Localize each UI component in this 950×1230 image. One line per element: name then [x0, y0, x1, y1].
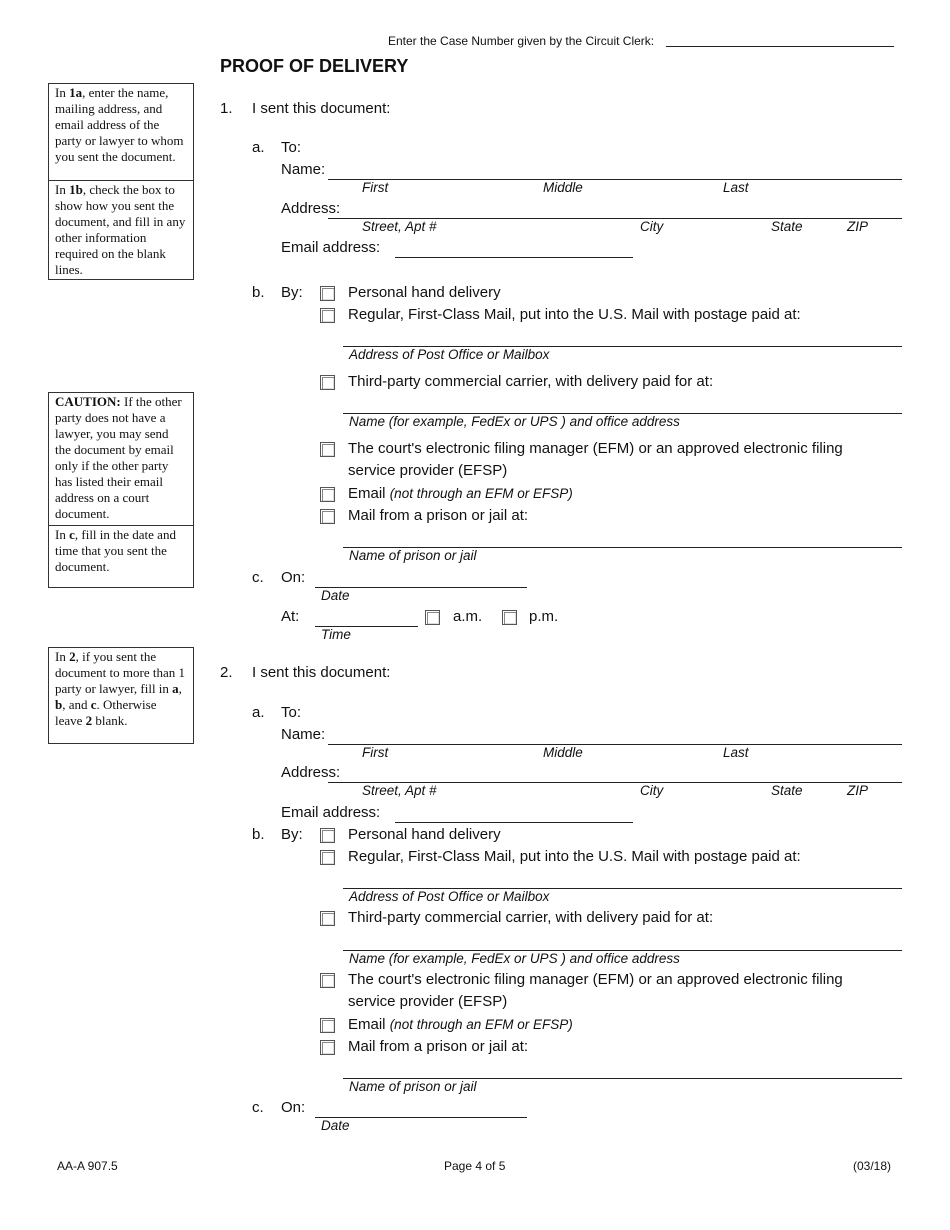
delivery-method-label: The court's electronic filing manager (EFM) or an approved electronic filing — [348, 440, 843, 457]
item-b-label: b. — [252, 284, 265, 301]
delivery-method-detail-label: Address of Post Office or Mailbox — [349, 347, 550, 362]
note-text: blank. — [92, 713, 128, 728]
name-sublabel: Middle — [543, 180, 583, 195]
case-number-label: Enter the Case Number given by the Circuit Clerk: — [388, 34, 655, 48]
email-input[interactable] — [395, 257, 633, 258]
note-text: . Otherwise leave — [55, 697, 157, 728]
note-bold-text: CAUTION: — [55, 394, 121, 409]
delivery-method-checkbox[interactable] — [320, 487, 335, 502]
name-input[interactable] — [328, 744, 902, 745]
delivery-method-detail-label: Name of prison or jail — [349, 1079, 477, 1094]
date-sublabel: Date — [321, 588, 350, 603]
name-sublabel: Last — [723, 745, 749, 760]
delivery-method-checkbox[interactable] — [320, 1040, 335, 1055]
page-title: PROOF OF DELIVERY — [220, 56, 409, 76]
note-bold-text: b — [55, 697, 63, 712]
revision-date: (03/18) — [853, 1159, 892, 1173]
email-input[interactable] — [395, 822, 633, 823]
by-label: By: — [281, 826, 303, 843]
on-label: On: — [281, 1099, 306, 1116]
method-label-text: Email — [348, 1016, 386, 1033]
delivery-method-checkbox[interactable] — [320, 375, 335, 390]
note-text: In — [55, 182, 70, 197]
form-id: AA-A 907.5 — [57, 1159, 118, 1173]
delivery-method-label — [348, 1016, 573, 1034]
time-sublabel: Time — [321, 627, 351, 642]
address-sublabel: Street, Apt # — [362, 219, 437, 234]
address-label: Address: — [281, 764, 341, 781]
delivery-method-detail-label: Name (for example, FedEx or UPS ) and office address — [349, 951, 680, 966]
note-bold-text: 1a — [69, 85, 83, 100]
on-label: On: — [281, 569, 306, 586]
item-a-label: a. — [252, 704, 265, 721]
sidebar-note-2 — [48, 647, 194, 744]
note-bold-text: a — [172, 681, 179, 696]
note-text: , check the box to show how you sent the document, and fill in any other information required on the blank lines. — [55, 182, 186, 277]
delivery-method-label: The court's electronic filing manager (EFM) or an approved electronic filing — [348, 971, 843, 988]
address-label: Address: — [281, 200, 341, 217]
note-text: , enter the name, mailing address, and email address of the party or lawyer to whom you sent the document. — [55, 85, 184, 164]
date-sublabel: Date — [321, 1118, 350, 1133]
name-label: Name: — [281, 726, 326, 743]
page-number: Page 4 of 5 — [444, 1159, 506, 1173]
delivery-method-checkbox[interactable] — [320, 1018, 335, 1033]
delivery-method-detail-label: Name (for example, FedEx or UPS ) and office address — [349, 414, 680, 429]
delivery-method-label-cont: service provider (EFSP) — [348, 462, 508, 479]
am-label: a.m. — [453, 608, 483, 625]
address-sublabel: ZIP — [847, 219, 869, 234]
delivery-method-checkbox[interactable] — [320, 973, 335, 988]
pm-checkbox[interactable] — [502, 610, 517, 625]
name-sublabel: First — [362, 745, 389, 760]
item-c-label: c. — [252, 1099, 264, 1116]
section-heading: I sent this document: — [252, 100, 391, 117]
address-sublabel: ZIP — [847, 783, 869, 798]
email-label: Email address: — [281, 804, 381, 821]
method-label-text: Email — [348, 485, 386, 502]
sidebar-note-c — [48, 525, 194, 588]
note-text: If the other party does not have a lawyer, you may send the document by email only if the other party has listed their email address on a court document. — [55, 394, 182, 521]
delivery-method-label-cont: service provider (EFSP) — [348, 993, 508, 1010]
delivery-method-label: Mail from a prison or jail at: — [348, 1038, 529, 1055]
note-text: In — [55, 649, 70, 664]
to-label: To: — [281, 704, 302, 721]
at-label: At: — [281, 608, 300, 625]
sidebar-note-1a — [48, 83, 194, 181]
by-label: By: — [281, 284, 303, 301]
delivery-method-label: Personal hand delivery — [348, 284, 501, 301]
delivery-method-label: Personal hand delivery — [348, 826, 501, 843]
method-note: (not through an EFM or EFSP) — [389, 486, 573, 501]
item-a-label: a. — [252, 139, 265, 156]
note-bold-text: 2 — [69, 649, 76, 664]
name-sublabel: First — [362, 180, 389, 195]
name-input[interactable] — [328, 179, 902, 180]
address-sublabel: Street, Apt # — [362, 783, 437, 798]
address-sublabel: City — [640, 219, 664, 234]
pm-label: p.m. — [529, 608, 559, 625]
note-bold-text: 1b — [69, 182, 83, 197]
name-label: Name: — [281, 161, 326, 178]
item-c-label: c. — [252, 569, 264, 586]
sidebar-note-caution — [48, 392, 194, 526]
name-sublabel: Middle — [543, 745, 583, 760]
note-bold-text: c — [90, 697, 97, 712]
name-sublabel: Last — [723, 180, 749, 195]
address-sublabel: City — [640, 783, 664, 798]
section-number: 2. — [220, 664, 233, 681]
note-text: In — [55, 527, 70, 542]
delivery-method-checkbox[interactable] — [320, 828, 335, 843]
note-text: , if you sent the document to more than 1 party or lawyer, fill in — [55, 649, 185, 696]
delivery-method-checkbox[interactable] — [320, 911, 335, 926]
email-label: Email address: — [281, 239, 381, 256]
delivery-method-label: Regular, First-Class Mail, put into the U.S. Mail with postage paid at: — [348, 306, 801, 323]
section-number: 1. — [220, 100, 233, 117]
note-text: , fill in the date and time that you sent the document. — [55, 527, 176, 574]
delivery-method-checkbox[interactable] — [320, 850, 335, 865]
delivery-method-checkbox[interactable] — [320, 509, 335, 524]
address-sublabel: State — [771, 783, 803, 798]
note-text: , and — [62, 697, 91, 712]
section-heading: I sent this document: — [252, 664, 391, 681]
delivery-method-detail-label: Name of prison or jail — [349, 548, 477, 563]
delivery-method-label: Regular, First-Class Mail, put into the U.S. Mail with postage paid at: — [348, 848, 801, 865]
sidebar-note-1b — [48, 180, 194, 280]
delivery-method-checkbox[interactable] — [320, 442, 335, 457]
address-sublabel: State — [771, 219, 803, 234]
delivery-method-detail-label: Address of Post Office or Mailbox — [349, 889, 550, 904]
method-note: (not through an EFM or EFSP) — [389, 1017, 573, 1032]
delivery-method-label: Third-party commercial carrier, with delivery paid for at: — [348, 909, 714, 926]
item-b-label: b. — [252, 826, 265, 843]
note-bold-text: c — [69, 527, 75, 542]
note-text: In — [55, 85, 70, 100]
am-checkbox[interactable] — [425, 610, 440, 625]
to-label: To: — [281, 139, 302, 156]
delivery-method-checkbox[interactable] — [320, 308, 335, 323]
case-number-field[interactable] — [666, 46, 894, 47]
note-text: , — [178, 681, 182, 696]
delivery-method-label: Mail from a prison or jail at: — [348, 507, 529, 524]
delivery-method-label — [348, 485, 573, 503]
delivery-method-label: Third-party commercial carrier, with delivery paid for at: — [348, 373, 714, 390]
delivery-method-checkbox[interactable] — [320, 286, 335, 301]
note-bold-text: 2 — [85, 713, 93, 728]
